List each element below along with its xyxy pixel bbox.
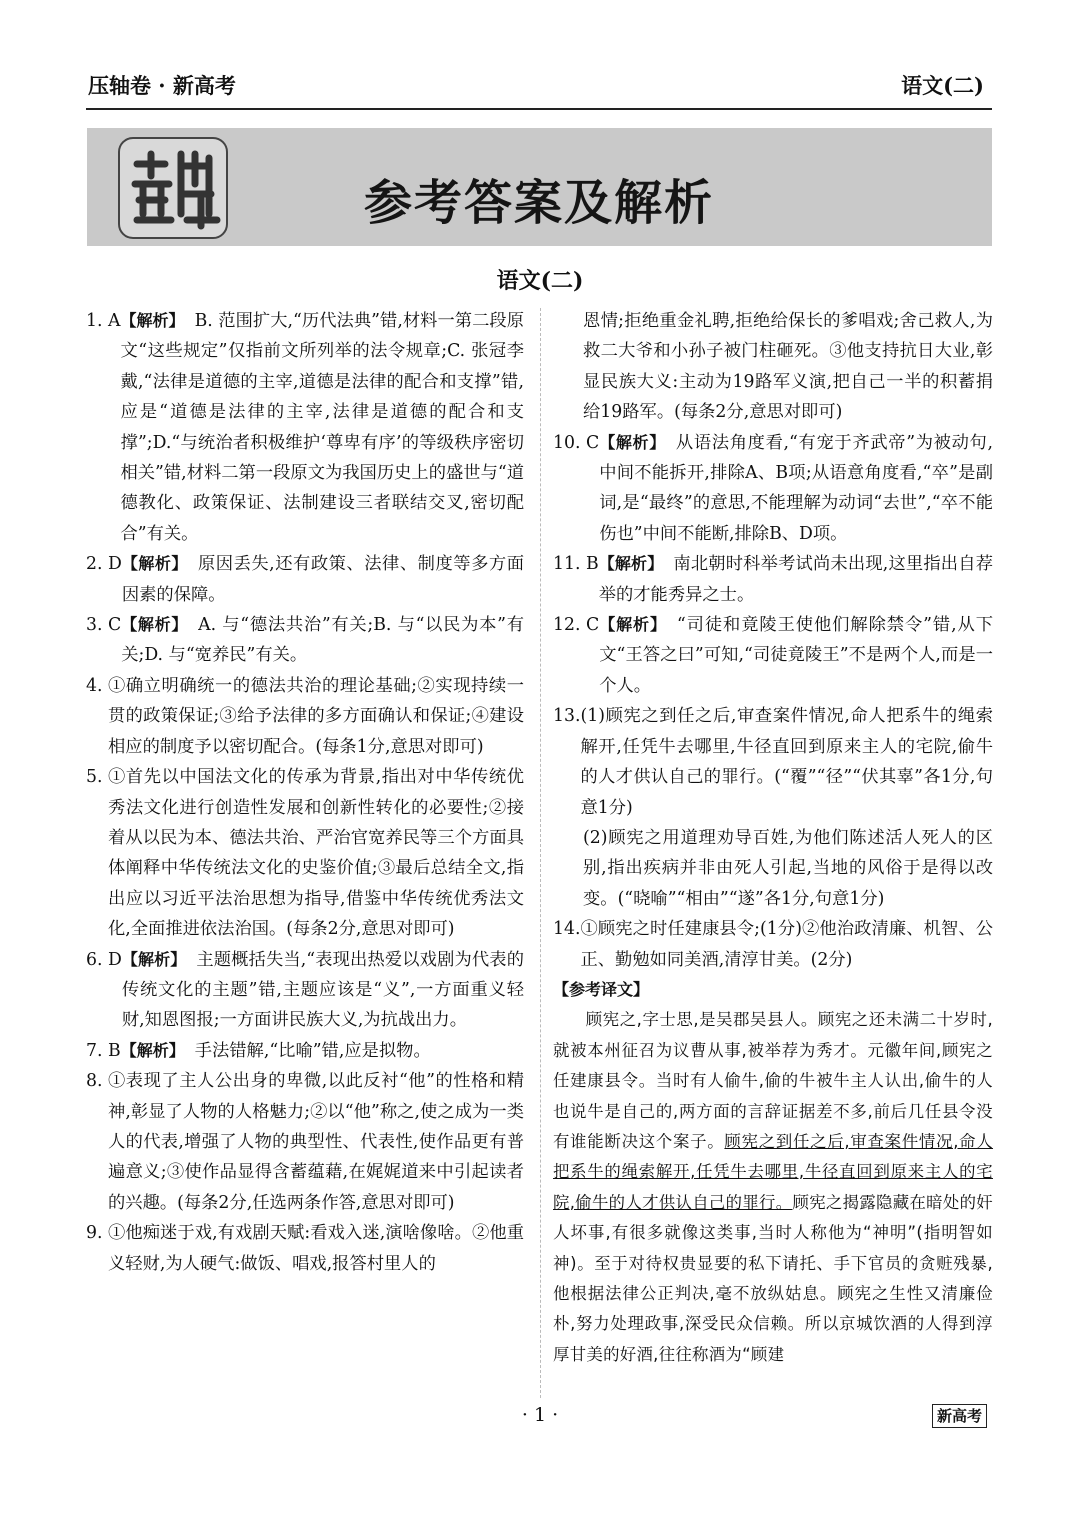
left-column: [86, 306, 524, 1279]
answer-item: [86, 671, 524, 762]
answer-item: [553, 428, 993, 550]
page-number: · 1 ·: [521, 1404, 559, 1426]
footer-tag: 新高考: [932, 1404, 987, 1428]
answer-item: [86, 945, 524, 1036]
column-divider: [540, 308, 541, 1398]
header-right: 语文(二): [901, 73, 984, 98]
analysis-label: 【解析】: [121, 949, 187, 969]
answer-text: ①表现了主人公出身的卑微,以此反衬“他”的性格和精神,彰显了人物的人格魅力;②以“他”称之,使之成为一类人的代表,增强了人物的典型性、代表性,使作品更有普遍意义;③使作品显得含蓄蕴藉,在娓娓道来中引起读者的兴趣。(每条2分,任选两条作答,意思对即可): [108, 1071, 524, 1213]
answer-item: [86, 306, 524, 549]
right-column: [553, 306, 993, 1370]
translation-heading: 【参考译文】: [553, 979, 650, 999]
analysis-label: 【解析】: [599, 615, 667, 635]
answer-number: 4.: [86, 675, 103, 696]
answer-number: 13.: [553, 706, 581, 727]
analysis-label: 【解析】: [120, 1040, 185, 1060]
answer-item: [86, 549, 524, 610]
answer-item: [553, 701, 993, 823]
answer-item: [86, 610, 524, 671]
answer-text: (1)顾宪之到任之后,审查案件情况,命人把系牛的绳索解开,任凭牛去哪里,牛径直回到原来主人的宅院,偷牛的人才供认自己的罪行。(“覆”“径”“伏其辜”各1分,句意1分): [580, 706, 993, 818]
answer-text: 原因丢失,还有政策、法律、制度等多方面因素的保障。: [121, 554, 524, 605]
analysis-label: 【解析】: [121, 615, 189, 635]
answer-number: 11. B: [553, 554, 599, 575]
analysis-label: 【解析】: [598, 554, 664, 574]
answer-item: [553, 549, 993, 610]
answer-subpart: (2)顾宪之用道理劝导百姓,为他们陈述活人死人的区别,指出疾病并非由死人引起,当地的风俗于是得以改变。(“晓喻”“相由”“遂”各1分,句意1分): [583, 827, 993, 909]
answer-number: 1. A: [86, 311, 121, 331]
answer-number: 7. B: [86, 1040, 121, 1061]
answer-number: 14.: [553, 919, 581, 940]
answer-number: 12. C: [553, 615, 600, 636]
answer-text: 手法错解,“比喻”错,应是拟物。: [194, 1040, 431, 1061]
section-title: 语文(二): [496, 268, 584, 294]
answer-item: [553, 610, 993, 701]
answer-number: 10. C: [553, 432, 600, 453]
answer-item: [86, 1036, 524, 1066]
banner-title: 参考答案及解析: [364, 175, 715, 231]
translation-underlined: 顾宪之到任之后,审查案件情况,命人把系牛的绳索解开,任凭牛去哪里,牛径直回到原来主人的宅院,偷牛的人才供认自己的罪行。: [553, 1131, 994, 1212]
translation-part: 顾宪之揭露隐藏在暗处的奸人坏事,有很多就像这类事,当时人称他为“神明”(指明智如神)。至于对待权贵显要的私下请托、手下官员的贪赃残暴,他根据法律公正判决,毫不放纵姑息。顾宪之生性又清廉俭朴,努力处理政事,深受民众信赖。所以京城饮酒的人得到淳厚甘美的好酒,往往称酒为“顾建: [553, 1192, 993, 1364]
answer-number: 6. D: [86, 949, 122, 970]
translation-text: [553, 1005, 993, 1370]
analysis-label: 【解析】: [599, 432, 666, 452]
answer-text: B. 范围扩大,“历代法典”错,材料一第二段原文“这些规定”仅指前文所列举的法令规章;C. 张冠李戴,“法律是道德的主宰,道德是法律的配合和支撑”错,应是“道德是法律的主宰,法律是道德的配合和支撑”;D.“与统治者积极维护‘尊卑有序’的等级秩序密切相关”错,材料二第一段原文为我国历史上的盛世与“道德教化、政策保证、法制建设三者联结交叉,密切配合”有关。: [120, 311, 524, 544]
answer-number: 9.: [86, 1223, 103, 1244]
answer-text: 从语法角度看,“有宠于齐武帝”为被动句,中间不能拆开,排除A、B项;从语意角度看,“卒”是副词,是“最终”的意思,不能理解为动词“去世”,“卒不能伤也”中间不能断,排除B、D项。: [599, 432, 993, 544]
answer-number: 8.: [86, 1071, 103, 1092]
answer-item: [553, 914, 993, 975]
answer-text: ①他痴迷于戏,有戏剧天赋:看戏入迷,演啥像啥。②他重义轻财,为人硬气:做饭、唱戏,报答村里人的: [108, 1223, 524, 1274]
answer-item: [86, 762, 524, 944]
analysis-label: 【解析】: [120, 311, 185, 330]
seal-icon: [117, 136, 229, 240]
title-banner: [87, 128, 992, 246]
answer-item: [86, 1066, 524, 1218]
header-left: 压轴卷 · 新高考: [88, 73, 236, 98]
header-divider: [86, 108, 992, 110]
answer-text: 南北朝时科举考试尚未出现,这里指出自荐举的才能秀异之士。: [598, 554, 993, 605]
translation-part: 顾宪之,字士思,是吴郡吴县人。顾宪之还未满二十岁时,就被本州征召为议曹从事,被举荐为秀才。元徽年间,顾宪之任建康县令。当时有人偷牛,偷的牛被牛主人认出,偷牛的人也说牛是自己的,两方面的言辞证据差不多,前后几任县令没有谁能断决这个案子。: [553, 1010, 993, 1151]
answer-text: A. 与“德法共治”有关;B. 与“以民为本”有关;D. 与“宽养民”有关。: [121, 615, 524, 666]
answer-continuation: 恩情;拒绝重金礼聘,拒绝给保长的爹唱戏;舍己救人,为救二大爷和小孙子被门柱砸死。③他支持抗日大业,彰显民族大义:主动为19路军义演,把自己一半的积蓄捐给19路军。(每条2分,意思对即可): [583, 311, 993, 423]
answer-number: 3. C: [86, 615, 122, 636]
answer-text: ①顾宪之时任建康县令;(1分)②他治政清廉、机智、公正、勤勉如同美酒,清淳甘美。(2分): [580, 919, 993, 970]
answer-text: ①首先以中国法文化的传承为背景,指出对中华传统优秀法文化进行创造性发展和创新性转化的必要性;②接着从以民为本、德法共治、严治官宽养民等三个方面具体阐释中华传统法文化的史鉴价值;③最后总结全文,指出应以习近平法治思想为指导,借鉴中华传统优秀法文化,全面推进依法治国。(每条2分,意思对即可): [108, 767, 524, 940]
answer-text: ①确立明确统一的德法共治的理论基础;②实现持续一贯的政策保证;③给予法律的多方面确认和保证;④建设相应的制度予以密切配合。(每条1分,意思对即可): [108, 675, 524, 757]
answer-number: 2. D: [86, 554, 122, 575]
answer-number: 5.: [86, 767, 103, 788]
answer-text: 主题概括失当,“表现出热爱以戏剧为代表的传统文化的主题”错,主题应该是“义”,一方面重义轻财,知恩图报;一方面讲民族大义,为抗战出力。: [121, 949, 524, 1031]
answer-item: [86, 1218, 524, 1279]
analysis-label: 【解析】: [121, 554, 188, 574]
answer-text: “司徒和竟陵王使他们解除禁令”错,从下文“王答之曰”可知,“司徒竟陵王”不是两个人,而是一个人。: [599, 615, 993, 696]
